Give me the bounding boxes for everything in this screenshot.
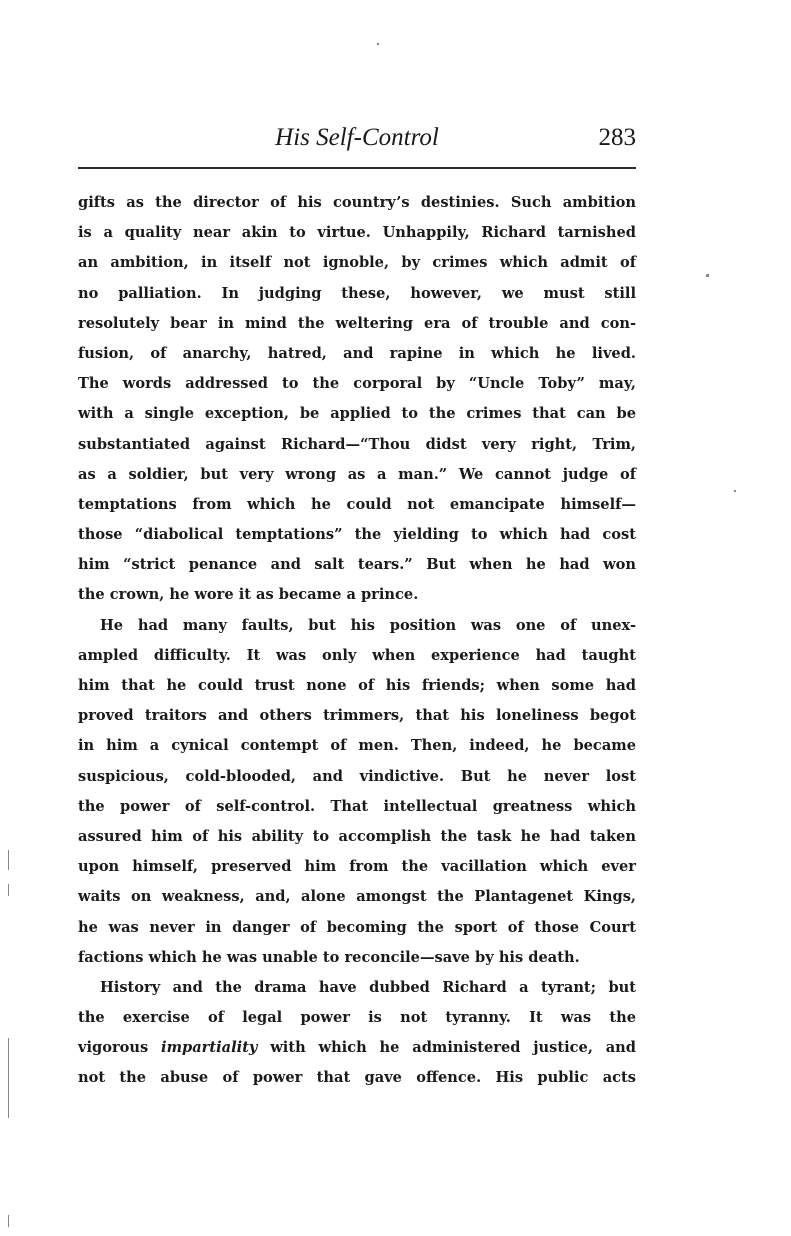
header-rule xyxy=(78,167,636,169)
text-line: the crown, he wore it as became a prince. xyxy=(78,586,419,604)
text-line: those “diabolical temptations” the yielding to which had cost xyxy=(78,526,636,544)
scan-mark xyxy=(377,43,379,45)
text-line: is a quality near akin to virtue. Unhappily, Richard tarnished xyxy=(78,224,636,242)
scan-mark xyxy=(8,1038,9,1118)
text-line: assured him of his ability to accomplish the task he had taken xyxy=(78,827,636,845)
text-line: the exercise of legal power is not tyranny. It was the xyxy=(78,1009,636,1027)
text-line: waits on weakness, and, alone amongst the Plantagenet Kings, xyxy=(78,888,636,906)
scan-mark xyxy=(734,490,736,492)
running-title: His Self-Control xyxy=(275,124,439,151)
text-line: the power of self-control. That intellectual greatness which xyxy=(78,797,636,815)
text-line: he was never in danger of becoming the sport of those Court xyxy=(78,918,636,936)
body-text xyxy=(78,188,636,1094)
text-line: He had many faults, but his position was one of unex- xyxy=(100,616,636,634)
text-line: gifts as the director of his country’s destinies. Such ambition xyxy=(78,194,636,211)
text-line: not the abuse of power that gave offence. His public acts xyxy=(78,1069,636,1087)
text-line: as a soldier, but very wrong as a man.” We cannot judge of xyxy=(78,465,636,483)
text-line: in him a cynical contempt of men. Then, indeed, he became xyxy=(78,737,636,755)
text-segment: vigorous xyxy=(78,1039,162,1057)
scan-mark xyxy=(8,850,9,870)
text-segment: with which he administered justice, and xyxy=(257,1039,637,1057)
text-line: factions which he was unable to reconcile—save by his death. xyxy=(78,948,580,966)
running-head xyxy=(78,120,636,156)
text-line: an ambition, in itself not ignoble, by crimes which admit of xyxy=(78,254,636,272)
text-line xyxy=(78,1033,636,1063)
text-line: fusion, of anarchy, hatred, and rapine in which he lived. xyxy=(78,344,636,362)
text-line: History and the drama have dubbed Richard a tyrant; but xyxy=(100,978,636,996)
text-line: proved traitors and others trimmers, that his loneliness begot xyxy=(78,707,636,725)
italic-word: impartiality xyxy=(161,1039,258,1057)
text-line: him that he could trust none of his friends; when some had xyxy=(78,677,636,694)
text-line: resolutely bear in mind the weltering era of trouble and con- xyxy=(78,314,636,332)
scan-mark xyxy=(706,274,709,277)
scan-mark xyxy=(8,884,9,896)
text-line: him “strict penance and salt tears.” But when he had won xyxy=(78,556,636,574)
text-line: with a single exception, be applied to the crimes that can be xyxy=(78,405,636,423)
text-line: upon himself, preserved him from the vacillation which ever xyxy=(78,858,636,876)
text-line: suspicious, cold-blooded, and vindictive. But he never lost xyxy=(78,767,636,785)
scan-mark xyxy=(8,1215,9,1227)
text-line: The words addressed to the corporal by “Uncle Toby” may, xyxy=(78,375,636,393)
text-line: temptations from which he could not emancipate himself— xyxy=(78,495,636,513)
text-line: no palliation. In judging these, however, we must still xyxy=(78,284,636,302)
text-line: substantiated against Richard—“Thou didst very right, Trim, xyxy=(78,435,636,453)
text-line: ampled difficulty. It was only when experience had taught xyxy=(78,646,636,664)
page-number: 283 xyxy=(598,124,636,151)
